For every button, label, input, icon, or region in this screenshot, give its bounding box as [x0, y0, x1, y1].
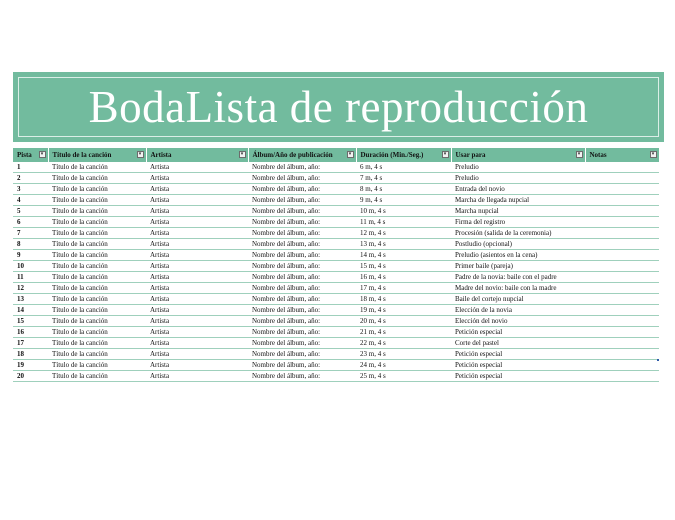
- playlist-table: [13, 148, 660, 382]
- cell-artist[interactable]: Artista: [146, 228, 248, 239]
- cell-use-for[interactable]: Preludio (asientos en la cena): [451, 250, 585, 261]
- header-label: Artista: [150, 151, 172, 160]
- table-row: [13, 162, 659, 173]
- cell-album[interactable]: Nombre del álbum, año:: [248, 217, 356, 228]
- cell-album[interactable]: Nombre del álbum, año:: [248, 327, 356, 338]
- cell-use-for[interactable]: Madre del novio: baile con la madre: [451, 283, 585, 294]
- table-row: [13, 360, 659, 371]
- table-row: [13, 327, 659, 338]
- cell-duration[interactable]: 10 m, 4 s: [356, 206, 451, 217]
- cell-album[interactable]: Nombre del álbum, año:: [248, 338, 356, 349]
- cell-notes[interactable]: [585, 195, 659, 206]
- header-titulo: [48, 148, 146, 162]
- cell-track-number[interactable]: 9: [13, 250, 48, 261]
- cell-duration[interactable]: 8 m, 4 s: [356, 184, 451, 195]
- cell-artist[interactable]: Artista: [146, 371, 248, 382]
- cell-use-for[interactable]: Petición especial: [451, 371, 585, 382]
- header-artista: [146, 148, 248, 162]
- title-banner-frame: [18, 77, 659, 137]
- title-banner: [13, 72, 664, 142]
- header-label: Usar para: [455, 151, 486, 160]
- cell-notes[interactable]: [585, 316, 659, 327]
- header-label: Duración (Min./Seg.): [360, 151, 424, 160]
- cell-album[interactable]: Nombre del álbum, año:: [248, 283, 356, 294]
- cell-track-number[interactable]: 12: [13, 283, 48, 294]
- cell-use-for[interactable]: Marcha nupcial: [451, 206, 585, 217]
- cell-album[interactable]: Nombre del álbum, año:: [248, 294, 356, 305]
- cell-notes[interactable]: [585, 184, 659, 195]
- cell-duration[interactable]: 13 m, 4 s: [356, 239, 451, 250]
- cell-artist[interactable]: Artista: [146, 261, 248, 272]
- cell-track-number[interactable]: 2: [13, 173, 48, 184]
- cell-album[interactable]: Nombre del álbum, año:: [248, 349, 356, 360]
- cell-track-number[interactable]: 5: [13, 206, 48, 217]
- cell-track-number[interactable]: 7: [13, 228, 48, 239]
- cell-album[interactable]: Nombre del álbum, año:: [248, 162, 356, 173]
- table-row: [13, 338, 659, 349]
- cell-use-for[interactable]: Preludio: [451, 173, 585, 184]
- cell-album[interactable]: Nombre del álbum, año:: [248, 360, 356, 371]
- cell-song-title[interactable]: Título de la canción: [48, 305, 146, 316]
- cell-track-number[interactable]: 17: [13, 338, 48, 349]
- cell-duration[interactable]: 14 m, 4 s: [356, 250, 451, 261]
- cell-duration[interactable]: 25 m, 4 s: [356, 371, 451, 382]
- header-label: Notas: [589, 151, 607, 160]
- cell-notes[interactable]: [585, 327, 659, 338]
- cell-song-title[interactable]: Título de la canción: [48, 294, 146, 305]
- cell-use-for[interactable]: Elección de la novia: [451, 305, 585, 316]
- cell-use-for[interactable]: Primer baile (pareja): [451, 261, 585, 272]
- cell-artist[interactable]: Artista: [146, 305, 248, 316]
- table-row: [13, 371, 659, 382]
- cell-album[interactable]: Nombre del álbum, año:: [248, 206, 356, 217]
- cell-use-for[interactable]: Petición especial: [451, 360, 585, 371]
- table-row: [13, 283, 659, 294]
- cell-duration[interactable]: 20 m, 4 s: [356, 316, 451, 327]
- cell-notes[interactable]: [585, 228, 659, 239]
- cell-album[interactable]: Nombre del álbum, año:: [248, 371, 356, 382]
- cell-artist[interactable]: Artista: [146, 316, 248, 327]
- cell-notes[interactable]: [585, 283, 659, 294]
- cell-use-for[interactable]: Petición especial: [451, 349, 585, 360]
- cell-track-number[interactable]: 10: [13, 261, 48, 272]
- cell-song-title[interactable]: Título de la canción: [48, 371, 146, 382]
- filter-dropdown-icon[interactable]: ▾: [347, 151, 354, 158]
- cell-artist[interactable]: Artista: [146, 217, 248, 228]
- header-usar-para: [451, 148, 585, 162]
- cell-use-for[interactable]: Baile del cortejo nupcial: [451, 294, 585, 305]
- cell-duration[interactable]: 23 m, 4 s: [356, 349, 451, 360]
- cell-track-number[interactable]: 16: [13, 327, 48, 338]
- cell-album[interactable]: Nombre del álbum, año:: [248, 228, 356, 239]
- table-row: [13, 184, 659, 195]
- cell-song-title[interactable]: Título de la canción: [48, 206, 146, 217]
- table-row: [13, 239, 659, 250]
- cell-use-for[interactable]: Postludio (opcional): [451, 239, 585, 250]
- header-pista: [13, 148, 48, 162]
- cell-artist[interactable]: Artista: [146, 173, 248, 184]
- table-resize-handle[interactable]: [657, 359, 659, 361]
- cell-use-for[interactable]: Padre de la novia: baile con el padre: [451, 272, 585, 283]
- filter-dropdown-icon[interactable]: ▾: [239, 151, 246, 158]
- header-label: Pista: [17, 151, 32, 160]
- cell-song-title[interactable]: Título de la canción: [48, 272, 146, 283]
- cell-artist[interactable]: Artista: [146, 338, 248, 349]
- table-row: [13, 272, 659, 283]
- cell-track-number[interactable]: 3: [13, 184, 48, 195]
- table-row: [13, 261, 659, 272]
- filter-dropdown-icon[interactable]: ▾: [576, 151, 583, 158]
- cell-use-for[interactable]: Firma del registro: [451, 217, 585, 228]
- cell-notes[interactable]: [585, 217, 659, 228]
- cell-song-title[interactable]: Título de la canción: [48, 184, 146, 195]
- cell-artist[interactable]: Artista: [146, 294, 248, 305]
- table-row: [13, 305, 659, 316]
- cell-song-title[interactable]: Título de la canción: [48, 349, 146, 360]
- cell-artist[interactable]: Artista: [146, 206, 248, 217]
- cell-album[interactable]: Nombre del álbum, año:: [248, 272, 356, 283]
- cell-duration[interactable]: 9 m, 4 s: [356, 195, 451, 206]
- cell-song-title[interactable]: Título de la canción: [48, 173, 146, 184]
- cell-duration[interactable]: 18 m, 4 s: [356, 294, 451, 305]
- cell-use-for[interactable]: Corte del pastel: [451, 338, 585, 349]
- cell-duration[interactable]: 6 m, 4 s: [356, 162, 451, 173]
- cell-song-title[interactable]: Título de la canción: [48, 250, 146, 261]
- header-duracion: [356, 148, 451, 162]
- cell-duration[interactable]: 24 m, 4 s: [356, 360, 451, 371]
- cell-artist[interactable]: Artista: [146, 250, 248, 261]
- cell-use-for[interactable]: Marcha de llegada nupcial: [451, 195, 585, 206]
- cell-notes[interactable]: [585, 349, 659, 360]
- cell-use-for[interactable]: Elección del novio: [451, 316, 585, 327]
- cell-song-title[interactable]: Título de la canción: [48, 195, 146, 206]
- cell-song-title[interactable]: Título de la canción: [48, 316, 146, 327]
- cell-use-for[interactable]: Preludio: [451, 162, 585, 173]
- table-row: [13, 316, 659, 327]
- cell-artist[interactable]: Artista: [146, 162, 248, 173]
- table-row: [13, 195, 659, 206]
- cell-artist[interactable]: Artista: [146, 360, 248, 371]
- cell-song-title[interactable]: Título de la canción: [48, 228, 146, 239]
- cell-duration[interactable]: 11 m, 4 s: [356, 217, 451, 228]
- cell-album[interactable]: Nombre del álbum, año:: [248, 250, 356, 261]
- cell-notes[interactable]: [585, 371, 659, 382]
- cell-notes[interactable]: [585, 294, 659, 305]
- cell-album[interactable]: Nombre del álbum, año:: [248, 305, 356, 316]
- cell-song-title[interactable]: Título de la canción: [48, 283, 146, 294]
- cell-song-title[interactable]: Título de la canción: [48, 239, 146, 250]
- cell-artist[interactable]: Artista: [146, 327, 248, 338]
- cell-artist[interactable]: Artista: [146, 184, 248, 195]
- cell-track-number[interactable]: 6: [13, 217, 48, 228]
- cell-track-number[interactable]: 13: [13, 294, 48, 305]
- page-title: BodaLista de reproducción: [88, 81, 589, 132]
- cell-track-number[interactable]: 14: [13, 305, 48, 316]
- cell-notes[interactable]: [585, 338, 659, 349]
- cell-artist[interactable]: Artista: [146, 349, 248, 360]
- cell-duration[interactable]: 22 m, 4 s: [356, 338, 451, 349]
- cell-use-for[interactable]: Entrada del novio: [451, 184, 585, 195]
- cell-notes[interactable]: [585, 261, 659, 272]
- cell-track-number[interactable]: 20: [13, 371, 48, 382]
- cell-use-for[interactable]: Procesión (salida de la ceremonia): [451, 228, 585, 239]
- table-row: [13, 206, 659, 217]
- table-row: [13, 173, 659, 184]
- cell-notes[interactable]: [585, 239, 659, 250]
- cell-use-for[interactable]: Petición especial: [451, 327, 585, 338]
- cell-track-number[interactable]: 4: [13, 195, 48, 206]
- table-row: [13, 349, 659, 360]
- cell-track-number[interactable]: 18: [13, 349, 48, 360]
- cell-notes[interactable]: [585, 305, 659, 316]
- cell-song-title[interactable]: Título de la canción: [48, 162, 146, 173]
- cell-song-title[interactable]: Título de la canción: [48, 360, 146, 371]
- table-row: [13, 217, 659, 228]
- cell-album[interactable]: Nombre del álbum, año:: [248, 239, 356, 250]
- filter-dropdown-icon[interactable]: ▾: [650, 151, 657, 158]
- cell-notes[interactable]: [585, 272, 659, 283]
- cell-notes[interactable]: [585, 206, 659, 217]
- cell-artist[interactable]: Artista: [146, 239, 248, 250]
- cell-track-number[interactable]: 1: [13, 162, 48, 173]
- cell-notes[interactable]: [585, 173, 659, 184]
- cell-duration[interactable]: 12 m, 4 s: [356, 228, 451, 239]
- cell-track-number[interactable]: 11: [13, 272, 48, 283]
- table-row: [13, 294, 659, 305]
- cell-artist[interactable]: Artista: [146, 195, 248, 206]
- cell-track-number[interactable]: 8: [13, 239, 48, 250]
- header-album: [248, 148, 356, 162]
- header-notas: [585, 148, 659, 162]
- cell-album[interactable]: Nombre del álbum, año:: [248, 195, 356, 206]
- header-label: Título de la canción: [52, 151, 112, 160]
- cell-duration[interactable]: 16 m, 4 s: [356, 272, 451, 283]
- cell-song-title[interactable]: Título de la canción: [48, 327, 146, 338]
- header-label: Álbum/Año de publicación: [252, 151, 333, 160]
- cell-notes[interactable]: [585, 250, 659, 261]
- cell-duration[interactable]: 15 m, 4 s: [356, 261, 451, 272]
- cell-duration[interactable]: 19 m, 4 s: [356, 305, 451, 316]
- cell-track-number[interactable]: 19: [13, 360, 48, 371]
- cell-artist[interactable]: Artista: [146, 283, 248, 294]
- cell-artist[interactable]: Artista: [146, 272, 248, 283]
- table-row: [13, 228, 659, 239]
- header-row: [13, 148, 659, 162]
- cell-notes[interactable]: [585, 360, 659, 371]
- filter-dropdown-icon[interactable]: ▾: [39, 151, 46, 158]
- cell-album[interactable]: Nombre del álbum, año:: [248, 184, 356, 195]
- filter-dropdown-icon[interactable]: ▾: [137, 151, 144, 158]
- cell-track-number[interactable]: 15: [13, 316, 48, 327]
- table-body: [13, 162, 659, 382]
- cell-song-title[interactable]: Título de la canción: [48, 338, 146, 349]
- filter-dropdown-icon[interactable]: ▾: [442, 151, 449, 158]
- cell-song-title[interactable]: Título de la canción: [48, 217, 146, 228]
- cell-album[interactable]: Nombre del álbum, año:: [248, 316, 356, 327]
- cell-song-title[interactable]: Título de la canción: [48, 261, 146, 272]
- cell-duration[interactable]: 7 m, 4 s: [356, 173, 451, 184]
- cell-album[interactable]: Nombre del álbum, año:: [248, 261, 356, 272]
- cell-duration[interactable]: 17 m, 4 s: [356, 283, 451, 294]
- cell-album[interactable]: Nombre del álbum, año:: [248, 173, 356, 184]
- table-row: [13, 250, 659, 261]
- cell-notes[interactable]: [585, 162, 659, 173]
- cell-duration[interactable]: 21 m, 4 s: [356, 327, 451, 338]
